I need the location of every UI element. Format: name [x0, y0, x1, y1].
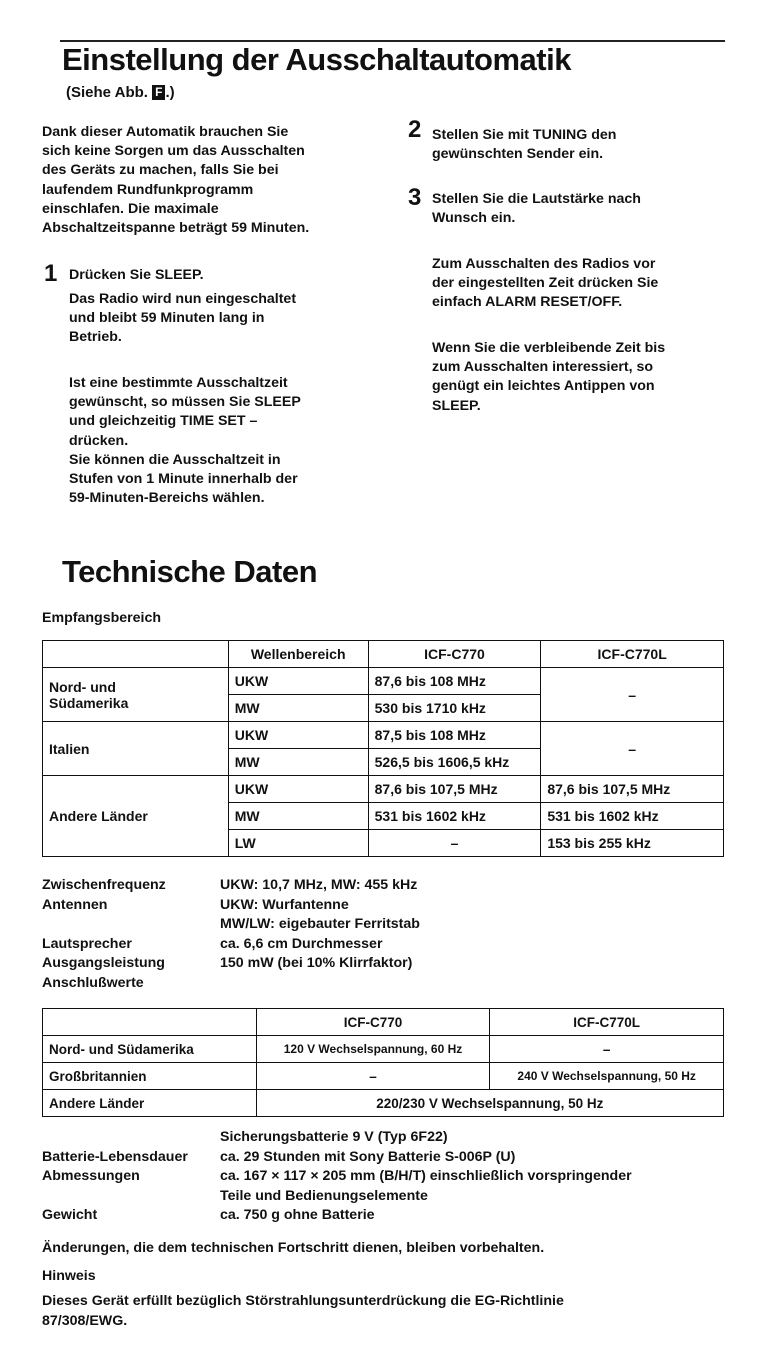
range-cell: 87,5 bis 108 MHz [368, 722, 541, 749]
band-cell: MW [228, 749, 368, 776]
step-1-note: Ist eine bestimmte Ausschaltzeit gewünscht, so müssen Sie SLEEP und gleichzeitig TIME SET – drücken. Sie können die Ausschaltzeit in Stufen von 1 Minute innerhalb der 59-Minuten-Bereichs wählen. [69, 375, 301, 507]
step-3-number: 3 [408, 184, 422, 211]
step-2-number: 2 [408, 116, 422, 143]
region-cell: Italien [43, 722, 229, 776]
power-cell: 120 V Wechselspannung, 60 Hz [256, 1036, 490, 1063]
spec-list: Zwischenfrequenz UKW: 10,7 MHz, MW: 455 kHz Antennen UKW: Wurfantenne MW/LW: eigebauter Ferritstab Lautsprecher ca. 6,6 cm Durchmesser Ausgangsleistung 150 mW (bei 10% Klirrfaktor) Anschlußwerte [42, 877, 420, 991]
region-cell: Nord- und Südamerika [43, 668, 229, 722]
table-header-cell: ICF-C770 [368, 641, 541, 668]
step-1-text: Das Radio wird nun eingeschaltet und bleibt 59 Minuten lang in Betrieb. [69, 291, 297, 346]
table-row [43, 776, 724, 803]
step-1-heading: Drücken Sie SLEEP. [69, 267, 204, 283]
region-cell: Großbritannien [43, 1063, 257, 1090]
intro-text: Dank dieser Automatik brauchen Sie sich keine Sorgen um das Ausschalten des Geräts zu machen, falls Sie bei laufendem Rundfunkprogramm einschlafen. Die maximale Abschaltzeitspanne beträgt 59 Minuten. [42, 124, 310, 237]
table-row [43, 1090, 724, 1117]
range-cell: 531 bis 1602 kHz [368, 803, 541, 830]
region-cell: Andere Länder [43, 776, 229, 857]
range-cell: 530 bis 1710 kHz [368, 695, 541, 722]
table-header-cell: ICF-C770 [256, 1009, 490, 1036]
range-cell: 153 bis 255 kHz [541, 830, 724, 857]
table-row [43, 668, 724, 695]
table-row [43, 1036, 724, 1063]
table-header-cell [43, 641, 229, 668]
hint-text: Dieses Gerät erfüllt bezüglich Störstrahlungsunterdrückung die EG-Richtlinie 87/308/EWG. [42, 1293, 564, 1329]
power-cell: – [490, 1036, 724, 1063]
tech-data-title: Technische Daten [62, 554, 318, 589]
range-cell: 531 bis 1602 kHz [541, 803, 724, 830]
power-cell: – [256, 1063, 490, 1090]
band-cell: MW [228, 695, 368, 722]
range-cell: – [541, 722, 724, 776]
page-title: Einstellung der Ausschaltautomatik [62, 42, 571, 77]
hint-title: Hinweis [42, 1268, 96, 1284]
range-cell: – [368, 830, 541, 857]
range-label: Empfangsbereich [42, 610, 162, 626]
power-table [42, 1008, 724, 1117]
table-header-cell: Wellenbereich [228, 641, 368, 668]
figure-reference: (Siehe Abb. F .) [66, 84, 175, 101]
table-row [43, 1063, 724, 1090]
table-header-row [43, 1009, 724, 1036]
figure-letter: F [152, 85, 165, 100]
table-header-cell: ICF-C770L [541, 641, 724, 668]
table-header-row [43, 641, 724, 668]
off-note: Zum Ausschalten des Radios vor der eingestellten Zeit drücken Sie einfach ALARM RESET/OFF. [432, 256, 659, 311]
range-cell: – [541, 668, 724, 722]
power-cell: 240 V Wechselspannung, 50 Hz [490, 1063, 724, 1090]
reception-range-table [42, 640, 724, 857]
range-cell: 526,5 bis 1606,5 kHz [368, 749, 541, 776]
band-cell: UKW [228, 776, 368, 803]
region-cell: Nord- und Südamerika [43, 1036, 257, 1063]
range-cell: 87,6 bis 108 MHz [368, 668, 541, 695]
region-cell: Andere Länder [43, 1090, 257, 1117]
spec-list-2: Sicherungsbatterie 9 V (Typ 6F22) Batterie-Lebensdauer ca. 29 Stunden mit Sony Batterie S-006P (U) Abmessungen ca. 167 × 117 × 205 mm (B/H/T) einschließlich vorspringender Teile und Bedienungselemente Gewicht ca. 750 g ohne Batterie [42, 1129, 632, 1223]
step-3-text: Stellen Sie die Lautstärke nach Wunsch ein. [432, 191, 641, 227]
step-1-number: 1 [44, 260, 58, 287]
remaining-time-note: Wenn Sie die verbleibende Zeit bis zum Ausschalten interessiert, so genügt ein leichtes Antippen von SLEEP. [432, 340, 666, 414]
table-header-cell [43, 1009, 257, 1036]
power-cell: 220/230 V Wechselspannung, 50 Hz [256, 1090, 723, 1117]
band-cell: LW [228, 830, 368, 857]
band-cell: UKW [228, 668, 368, 695]
range-cell: 87,6 bis 107,5 MHz [541, 776, 724, 803]
step-2-text: Stellen Sie mit TUNING den gewünschten Sender ein. [432, 127, 617, 163]
table-row [43, 722, 724, 749]
band-cell: UKW [228, 722, 368, 749]
change-note: Änderungen, die dem technischen Fortschritt dienen, bleiben vorbehalten. [42, 1240, 545, 1256]
range-cell: 87,6 bis 107,5 MHz [368, 776, 541, 803]
table-header-cell: ICF-C770L [490, 1009, 724, 1036]
band-cell: MW [228, 803, 368, 830]
